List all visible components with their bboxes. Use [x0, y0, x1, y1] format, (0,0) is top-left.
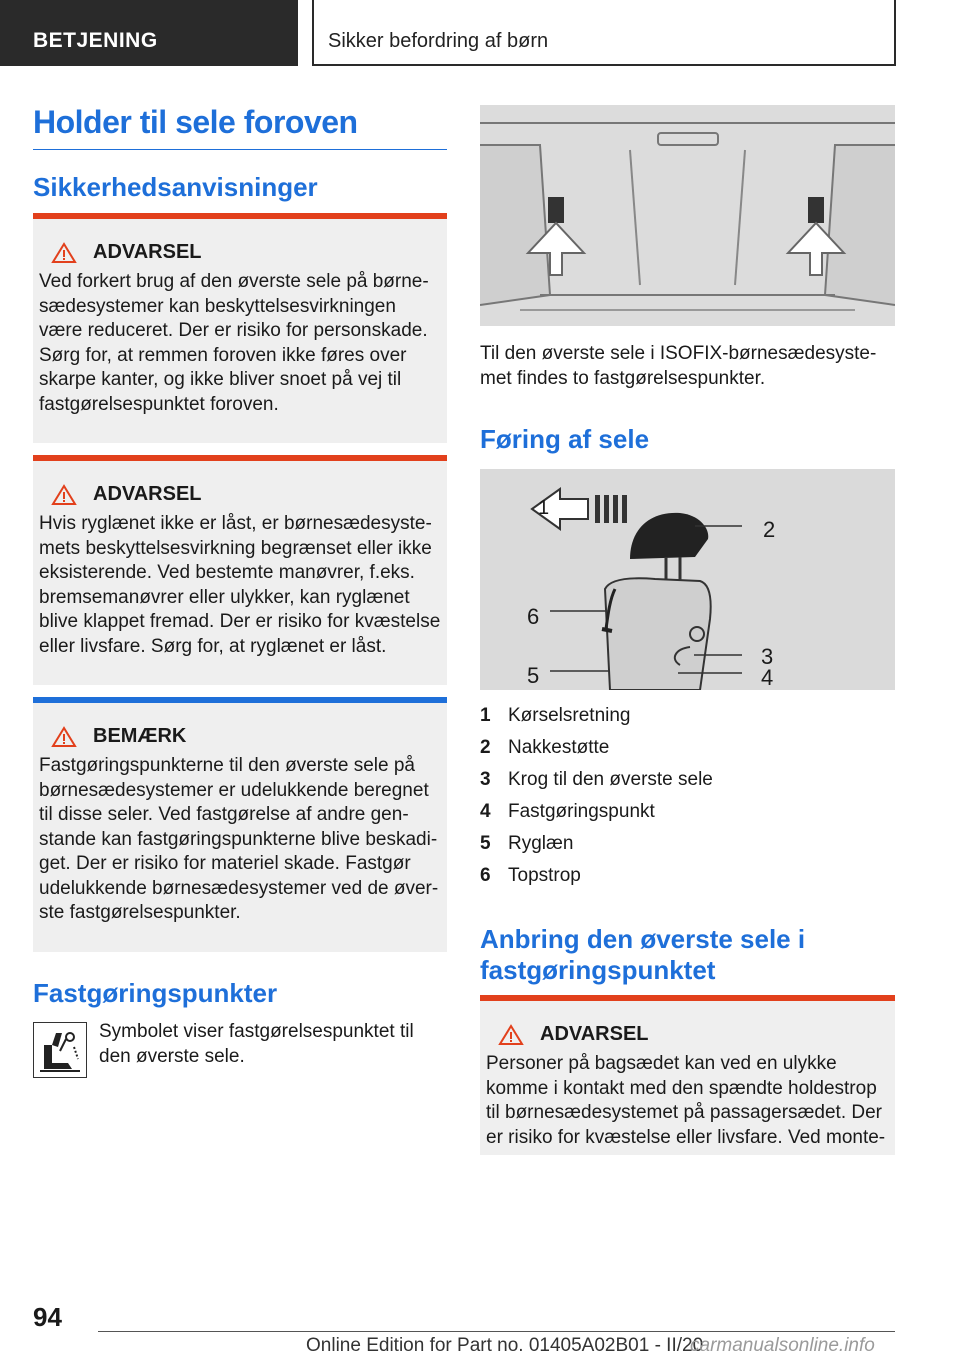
callout-2: 2 — [763, 517, 776, 542]
footer-divider — [98, 1331, 895, 1332]
heading-safety: Sikkerhedsanvisninger — [33, 172, 318, 202]
warning-title: ADVARSEL — [51, 483, 441, 506]
warning-title: ADVARSEL — [498, 1023, 889, 1046]
intro-text: Til den øverste sele i ISOFIX-børnesædesystemet findes to fastgørelsespunkter. — [480, 343, 877, 389]
warning-text: Hvis ryglænet ikke er låst, er børnesædesystemets beskyttelsesvirkning begrænset eller ikke eksisterende. Ved bestemte manøvrer, f.eks. bremsemanøvrer eller ulykker, kan ryglænet blive klappet fremad. Der er risiko for kvæstelse eller livsfare. Sørg for, at ryglænet er låst. — [39, 513, 441, 657]
edition-text: Online Edition for Part no. 01405A02B01 - II/20 — [306, 1335, 704, 1356]
list-item: 4 Fastgøringspunkt — [480, 801, 655, 822]
list-item: 6 Topstrop — [480, 865, 581, 886]
heading-attach: Anbring den øverste sele i fastgøringspunktet — [480, 924, 806, 985]
callout-6: 6 — [527, 604, 540, 629]
note-box — [33, 697, 447, 952]
watermark: carmanualsonline.info — [690, 1335, 875, 1356]
warning-box-2 — [33, 455, 447, 685]
list-item: 3 Krog til den øverste sele — [480, 769, 713, 790]
chapter-tab: Sikker befordring af børn — [312, 0, 896, 66]
callout-4: 4 — [761, 665, 774, 690]
warning-triangle-icon — [51, 726, 77, 748]
warning-triangle-icon — [498, 1024, 524, 1046]
warning-title: ADVARSEL — [51, 241, 441, 264]
warning-text: Ved forkert brug af den øverste sele på børnesædesystemer kan beskyttelsesvirkningen være reduceret. Der er risiko for personskade. Sørg for, at remmen foroven ikke føres over skarpe kanter, og ikke bliver snoet på vej til fastgørelsespunktet foroven. — [39, 271, 429, 415]
note-text: Fastgøringspunkterne til den øverste sele på børnesædesystemer er udelukkende beregnet til disse seler. Ved fastgørelse af andre genstande kan fastgøringspunkterne blive beskadiget. Der er risiko for materiel skade. Fastgør udelukkende børnesædesystemer ved de øverste fastgørelsespunkter. — [39, 755, 439, 923]
warning-box-1 — [33, 213, 447, 443]
page-title: Holder til sele foroven — [33, 104, 447, 150]
figure-anchor-points — [480, 105, 895, 326]
heading-points: Fastgøringspunkter — [33, 978, 278, 1008]
warning-triangle-icon — [51, 484, 77, 506]
callout-5: 5 — [527, 663, 540, 688]
page-number: 94 — [33, 1302, 62, 1332]
figure-strap-routing — [480, 469, 895, 690]
list-item: 2 Nakkestøtte — [480, 737, 610, 758]
warning-text: Personer på bagsædet kan ved en ulykke komme i kontakt med den spændte holdestrop til børnesædesystemet på passagersædet. Der er risiko for kvæstelse eller livsfare. Ved monte- — [486, 1053, 886, 1148]
figure-legend — [480, 700, 895, 892]
child-seat-anchor-icon — [33, 1022, 87, 1078]
callout-3: 3 — [761, 644, 774, 669]
symbol-description: Symbolet viser fastgørelsespunktet til den øverste sele. — [99, 1021, 414, 1067]
heading-routing: Føring af sele — [480, 424, 650, 454]
section-tab: BETJENING — [0, 0, 298, 66]
list-item: 5 Ryglæn — [480, 833, 574, 854]
list-item: 1 Kørselsretning — [480, 705, 631, 726]
callout-1: 1 — [538, 497, 550, 519]
warning-triangle-icon — [51, 242, 77, 264]
page-header — [0, 0, 960, 66]
note-title: BEMÆRK — [51, 725, 441, 748]
warning-box-3 — [480, 995, 895, 1155]
